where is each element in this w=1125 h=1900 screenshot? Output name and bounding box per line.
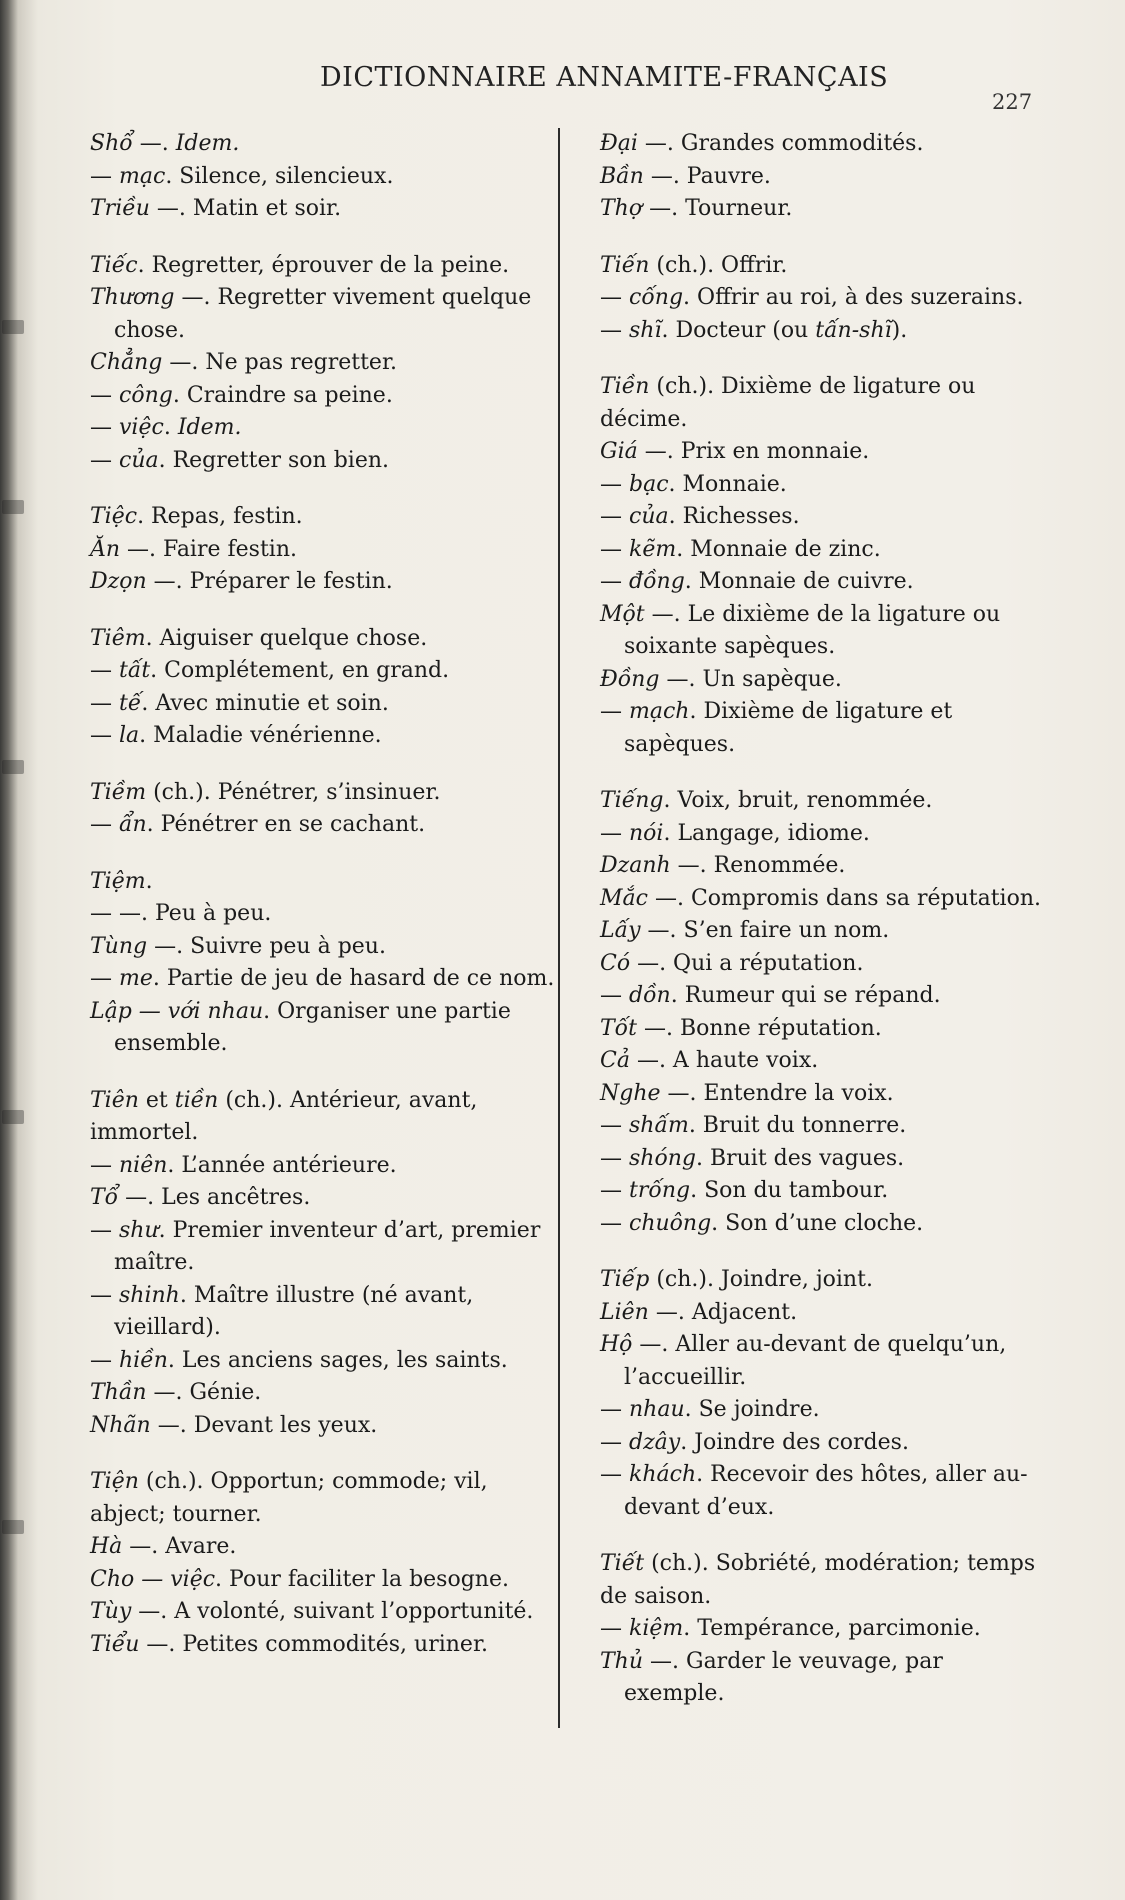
dictionary-entry xyxy=(600,785,1050,1240)
definition-text: —. Suivre peu à peu. xyxy=(147,933,386,959)
vietnamese-term: shấm xyxy=(629,1113,689,1138)
vietnamese-term: chuông xyxy=(629,1210,712,1236)
entry-headword-line xyxy=(600,1548,1050,1613)
vietnamese-term: Tiến xyxy=(600,252,650,278)
definition-text: —. Matin et soir. xyxy=(149,196,342,221)
definition-text: — xyxy=(600,569,629,594)
vietnamese-term: Tổ xyxy=(90,1185,119,1210)
entry-subline xyxy=(600,1175,1050,1208)
vietnamese-term: của xyxy=(629,504,669,529)
entry-subline xyxy=(90,898,560,931)
definition-text: —. Pauvre. xyxy=(643,163,771,189)
definition-text: — xyxy=(90,1282,119,1308)
vietnamese-term: tất xyxy=(119,658,151,683)
definition-text: . Organiser une partie ensemble. xyxy=(114,998,511,1056)
vietnamese-term: Dzọn xyxy=(90,569,147,594)
entry-subline xyxy=(600,980,1050,1013)
entry-subline xyxy=(90,380,560,413)
entry-subline xyxy=(600,128,1050,161)
definition-text: — xyxy=(600,1113,629,1138)
definition-text: —. Garder le veuvage, par exemple. xyxy=(624,1648,943,1706)
vietnamese-term: Tiếc xyxy=(90,252,138,278)
definition-text: — xyxy=(600,1145,629,1171)
entry-subline xyxy=(600,315,1050,348)
vietnamese-term: Có xyxy=(600,950,631,976)
definition-text: —. Tourneur. xyxy=(642,196,793,221)
definition-text: —. Le dixième de la ligature ou soixante sapèques. xyxy=(624,601,1001,659)
definition-text: . Pénétrer en se cachant. xyxy=(146,812,426,837)
vietnamese-term: kẽm xyxy=(629,536,677,562)
entry-subline xyxy=(600,534,1050,567)
vietnamese-term: Tiềm xyxy=(90,779,147,805)
definition-text: . Maître illustre (né avant, vieillard). xyxy=(114,1282,474,1340)
vietnamese-term: mạc xyxy=(119,163,166,189)
entry-subline xyxy=(600,696,1050,761)
vietnamese-term: Tốt xyxy=(600,1015,637,1041)
vietnamese-term: Thợ xyxy=(600,196,643,221)
vietnamese-term: Tùng xyxy=(90,933,148,959)
vietnamese-term: Mắc xyxy=(600,885,648,911)
entry-subline xyxy=(600,1208,1050,1241)
entry-subline xyxy=(600,948,1050,981)
definition-text: . Richesses. xyxy=(668,504,800,529)
vietnamese-term: hiền xyxy=(119,1347,168,1373)
dictionary-entry xyxy=(90,777,560,842)
vietnamese-term: Tiểu xyxy=(90,1631,140,1657)
definition-text: —. Adjacent. xyxy=(648,1299,798,1325)
definition-text: — xyxy=(90,690,119,716)
vietnamese-term: nói xyxy=(629,820,664,846)
definition-text: — xyxy=(600,536,629,562)
definition-text: . Monnaie. xyxy=(668,471,787,497)
definition-text: —. A haute voix. xyxy=(629,1048,819,1073)
vietnamese-term: của xyxy=(119,447,159,473)
definition-text: —. Aller au-devant de quelqu’un, l’accueillir. xyxy=(624,1332,1007,1390)
column-divider xyxy=(558,128,560,1728)
definition-text: —. Les ancêtres. xyxy=(118,1185,311,1210)
definition-text: — xyxy=(600,1397,629,1422)
entry-headword-line xyxy=(90,623,560,656)
definition-text: — —. Peu à peu. xyxy=(90,901,272,926)
definition-text: . Offrir au roi, à des suzerains. xyxy=(683,285,1024,310)
entry-subline xyxy=(90,1596,560,1629)
vietnamese-term: shóng xyxy=(629,1145,696,1171)
entry-headword-line xyxy=(600,1264,1050,1297)
binding-edge-mark xyxy=(2,760,24,774)
entry-subline xyxy=(600,1427,1050,1460)
definition-text: (ch.). Sobriété, modération; temps de saison. xyxy=(600,1551,1036,1609)
page-number: 227 xyxy=(992,90,1033,114)
vietnamese-term: Nhãn xyxy=(90,1412,151,1438)
definition-text: — xyxy=(90,382,119,408)
definition-text: — xyxy=(600,1210,629,1236)
entry-subline xyxy=(90,412,560,445)
definition-text: — xyxy=(600,504,629,529)
definition-text: . Silence, silencieux. xyxy=(165,163,394,189)
definition-text: — xyxy=(90,812,119,837)
definition-text: . Regretter, éprouver de la peine. xyxy=(137,252,510,278)
vietnamese-term: dzây xyxy=(629,1429,681,1455)
vietnamese-term: ẩn xyxy=(119,812,147,837)
definition-text: . Les anciens sages, les saints. xyxy=(167,1347,508,1373)
entry-headword-line xyxy=(90,128,560,161)
definition-text: — xyxy=(90,163,119,189)
definition-text: —. Entendre la voix. xyxy=(660,1080,894,1106)
entry-subline xyxy=(600,469,1050,502)
entry-subline xyxy=(600,1045,1050,1078)
entry-subline xyxy=(90,1410,560,1443)
definition-text: —. xyxy=(132,131,176,156)
vietnamese-term: Tiếng xyxy=(600,788,664,813)
vietnamese-term: Đại xyxy=(600,131,638,156)
definition-text: —. Grandes commodités. xyxy=(637,131,924,156)
definition-text: (ch.). Opportun; commode; vil, abject; tourner. xyxy=(90,1469,488,1527)
vietnamese-term: việc xyxy=(119,415,164,440)
definition-text: . Bruit du tonnerre. xyxy=(688,1113,907,1138)
entry-headword-line xyxy=(600,250,1050,283)
vietnamese-term: tấn-shĩ xyxy=(815,317,892,343)
entry-subline xyxy=(90,931,560,964)
vietnamese-term: Shổ xyxy=(90,131,133,156)
entry-subline xyxy=(90,566,560,599)
definition-text: . xyxy=(163,415,178,440)
definition-text: . xyxy=(145,868,153,894)
vietnamese-term: Triều xyxy=(90,196,150,221)
vietnamese-term: Chẳng xyxy=(90,350,163,375)
entry-subline xyxy=(90,445,560,478)
definition-text: — xyxy=(600,317,629,343)
dictionary-entry xyxy=(600,1264,1050,1524)
vietnamese-term: cống xyxy=(629,285,684,310)
entry-subline xyxy=(90,1150,560,1183)
entry-subline xyxy=(90,161,560,194)
entry-subline xyxy=(600,1078,1050,1111)
vietnamese-term: Tiện xyxy=(90,1469,139,1494)
definition-text: . L’année antérieure. xyxy=(167,1152,397,1178)
vietnamese-term: khách xyxy=(629,1462,697,1487)
binding-edge-mark xyxy=(2,500,24,514)
binding-edge-mark xyxy=(2,1520,24,1534)
vietnamese-term: Hà xyxy=(90,1534,123,1559)
left-column xyxy=(90,128,560,1685)
running-title: DICTIONNAIRE ANNAMITE-FRANÇAIS xyxy=(320,62,889,93)
definition-text: — xyxy=(600,1616,629,1641)
definition-text: —. Regretter vivement quelque chose. xyxy=(114,285,532,343)
definition-text: —. Qui a réputation. xyxy=(630,950,864,976)
entry-headword-line xyxy=(90,501,560,534)
definition-text: —. Petites commodités, uriner. xyxy=(139,1631,489,1657)
entry-subline xyxy=(600,1297,1050,1330)
right-column xyxy=(600,128,1050,1735)
entry-subline xyxy=(90,347,560,380)
vietnamese-term: Tiên xyxy=(90,1087,139,1113)
vietnamese-term: Idem. xyxy=(177,415,242,440)
dictionary-entry xyxy=(600,128,1050,226)
entry-subline xyxy=(600,1110,1050,1143)
vietnamese-term: Tiệm xyxy=(90,868,146,894)
definition-text: . Partie de jeu de hasard de ce nom. xyxy=(152,966,555,991)
definition-text: — xyxy=(600,699,629,724)
vietnamese-term: Lấy xyxy=(600,918,641,943)
definition-text: —. Ne pas regretter. xyxy=(162,350,398,375)
entry-headword-line xyxy=(90,250,560,283)
definition-text: . Aiguiser quelque chose. xyxy=(145,625,428,651)
dictionary-entry xyxy=(600,250,1050,348)
entry-subline xyxy=(90,1629,560,1662)
vietnamese-term: tiền xyxy=(174,1087,219,1113)
definition-text: — xyxy=(600,820,629,846)
dictionary-entry xyxy=(90,128,560,226)
entry-subline xyxy=(600,1646,1050,1711)
entry-subline xyxy=(90,809,560,842)
vietnamese-term: công xyxy=(119,382,173,408)
definition-text: et xyxy=(138,1087,175,1113)
definition-text: — xyxy=(600,471,629,497)
entry-subline xyxy=(600,566,1050,599)
vietnamese-term: Tùy xyxy=(90,1599,132,1624)
vietnamese-term: Ăn xyxy=(90,536,121,562)
dictionary-entry xyxy=(600,1548,1050,1711)
definition-text: — xyxy=(90,658,119,683)
vietnamese-term: Thủ xyxy=(600,1648,644,1674)
entry-subline xyxy=(90,193,560,226)
vietnamese-term: la xyxy=(119,723,140,748)
entry-headword-line xyxy=(90,866,560,899)
vietnamese-term: Nghe xyxy=(600,1080,661,1106)
entry-subline xyxy=(600,436,1050,469)
definition-text: . Maladie vénérienne. xyxy=(139,723,382,748)
entry-subline xyxy=(600,818,1050,851)
vietnamese-term: Bần xyxy=(600,163,644,189)
entry-subline xyxy=(90,1377,560,1410)
definition-text: —. Compromis dans sa réputation. xyxy=(647,885,1041,911)
vietnamese-term: Liên xyxy=(600,1299,649,1325)
entry-subline xyxy=(600,282,1050,315)
vietnamese-term: Tiền xyxy=(600,374,650,399)
entry-subline xyxy=(90,655,560,688)
dictionary-entry xyxy=(90,866,560,1061)
definition-text: . Recevoir des hôtes, aller au-devant d’eux. xyxy=(624,1462,1028,1520)
definition-text: — xyxy=(90,1217,119,1243)
entry-subline xyxy=(90,1564,560,1597)
vietnamese-term: Đồng xyxy=(600,666,660,692)
definition-text: . Complétement, en grand. xyxy=(150,658,450,683)
dictionary-entry xyxy=(90,1466,560,1661)
vietnamese-term: Dzanh xyxy=(600,853,671,878)
vietnamese-term: Cho — việc xyxy=(90,1566,216,1592)
definition-text: —. Un sapèque. xyxy=(659,666,842,692)
entry-subline xyxy=(600,1394,1050,1427)
definition-text: . Langage, idiome. xyxy=(663,820,870,846)
entry-subline xyxy=(600,193,1050,226)
definition-text: — xyxy=(90,1152,119,1178)
definition-text: . Avec minutie et soin. xyxy=(141,690,389,716)
definition-text: . Regretter son bien. xyxy=(158,447,390,473)
entry-subline xyxy=(600,161,1050,194)
vietnamese-term: Giá xyxy=(600,439,638,464)
entry-subline xyxy=(90,1531,560,1564)
definition-text: — xyxy=(90,966,119,991)
vietnamese-term: dồn xyxy=(629,983,671,1008)
definition-text: — xyxy=(90,1347,119,1373)
vietnamese-term: kiệm xyxy=(629,1616,684,1641)
vietnamese-term: Tiêm xyxy=(90,625,146,651)
entry-headword-line xyxy=(600,371,1050,436)
vietnamese-term: Thần xyxy=(90,1380,147,1405)
entry-subline xyxy=(600,915,1050,948)
entry-subline xyxy=(90,1215,560,1280)
definition-text: —. Bonne réputation. xyxy=(636,1015,882,1041)
vietnamese-term: niên xyxy=(119,1152,168,1178)
entry-subline xyxy=(90,720,560,753)
entry-subline xyxy=(90,1182,560,1215)
entry-headword-line xyxy=(90,1085,560,1150)
entry-subline xyxy=(90,534,560,567)
vietnamese-term: Tiết xyxy=(600,1551,645,1576)
definition-text: . Tempérance, parcimonie. xyxy=(683,1616,981,1641)
vietnamese-term: Cả xyxy=(600,1048,630,1073)
definition-text: . Monnaie de cuivre. xyxy=(684,569,914,594)
vietnamese-term: Tiệc xyxy=(90,504,138,529)
binding-edge-mark xyxy=(2,320,24,334)
definition-text: — xyxy=(90,447,119,473)
dictionary-entry xyxy=(90,501,560,599)
vietnamese-term: tế xyxy=(119,690,142,716)
vietnamese-term: me xyxy=(119,966,153,991)
entry-subline xyxy=(600,883,1050,916)
entry-subline xyxy=(600,599,1050,664)
dictionary-entry xyxy=(600,371,1050,761)
vietnamese-term: shinh xyxy=(119,1282,180,1308)
vietnamese-term: shĩ xyxy=(629,317,662,343)
vietnamese-term: trống xyxy=(629,1178,691,1203)
vietnamese-term: Tiếp xyxy=(600,1267,650,1292)
definition-text: —. Prix en monnaie. xyxy=(637,439,870,464)
definition-text: —. Préparer le festin. xyxy=(146,569,393,594)
entry-subline xyxy=(90,996,560,1061)
definition-text: (ch.). Offrir. xyxy=(649,252,788,278)
definition-text: . Joindre des cordes. xyxy=(680,1429,909,1455)
entry-headword-line xyxy=(600,785,1050,818)
definition-text: — xyxy=(90,723,119,748)
definition-text: —. Devant les yeux. xyxy=(150,1412,378,1438)
entry-subline xyxy=(600,664,1050,697)
definition-text: — xyxy=(600,1462,629,1487)
definition-text: —. Faire festin. xyxy=(120,536,297,562)
definition-text: . Docteur (ou xyxy=(661,317,816,343)
entry-subline xyxy=(90,963,560,996)
definition-text: ). xyxy=(891,317,908,343)
binding-edge-mark xyxy=(2,1110,24,1124)
vietnamese-term: bạc xyxy=(629,471,669,497)
entry-subline xyxy=(600,501,1050,534)
entry-subline xyxy=(90,1345,560,1378)
definition-text: . Son d’une cloche. xyxy=(711,1210,924,1236)
entry-headword-line xyxy=(90,777,560,810)
vietnamese-term: Lập — với nhau xyxy=(90,998,264,1024)
entry-subline xyxy=(90,282,560,347)
entry-subline xyxy=(600,1459,1050,1524)
vietnamese-term: Idem. xyxy=(175,131,240,156)
definition-text: (ch.). Dixième de ligature ou décime. xyxy=(600,374,976,432)
definition-text: . Dixième de ligature et sapèques. xyxy=(624,699,953,757)
entry-subline xyxy=(600,1329,1050,1394)
dictionary-entry xyxy=(90,1085,560,1443)
definition-text: . Monnaie de zinc. xyxy=(676,536,881,562)
definition-text: —. A volonté, suivant l’opportunité. xyxy=(131,1599,534,1624)
dictionary-entry xyxy=(90,623,560,753)
definition-text: — xyxy=(600,1429,629,1455)
entry-headword-line xyxy=(90,1466,560,1531)
definition-text: . Rumeur qui se répand. xyxy=(670,983,941,1008)
entry-subline xyxy=(600,850,1050,883)
definition-text: . Repas, festin. xyxy=(137,504,303,529)
vietnamese-term: nhau xyxy=(629,1397,685,1422)
definition-text: —. Renommée. xyxy=(670,853,846,878)
entry-subline xyxy=(600,1143,1050,1176)
definition-text: (ch.). Antérieur, avant, immortel. xyxy=(90,1087,478,1145)
entry-subline xyxy=(600,1013,1050,1046)
definition-text: . Se joindre. xyxy=(684,1397,820,1422)
definition-text: —. Génie. xyxy=(146,1380,262,1405)
definition-text: (ch.). Joindre, joint. xyxy=(649,1267,873,1292)
definition-text: . Son du tambour. xyxy=(690,1178,889,1203)
vietnamese-term: Thương xyxy=(90,285,175,310)
definition-text: — xyxy=(600,1178,629,1203)
definition-text: —. S’en faire un nom. xyxy=(640,918,890,943)
definition-text: . Pour faciliter la besogne. xyxy=(215,1566,509,1592)
entry-subline xyxy=(90,1280,560,1345)
vietnamese-term: đồng xyxy=(629,569,685,594)
entry-subline xyxy=(90,688,560,721)
entry-subline xyxy=(600,1613,1050,1646)
definition-text: —. Avare. xyxy=(122,1534,237,1559)
dictionary-entry xyxy=(90,250,560,478)
vietnamese-term: mạch xyxy=(629,699,690,724)
definition-text: — xyxy=(600,983,629,1008)
definition-text: . Bruit des vagues. xyxy=(695,1145,905,1171)
definition-text: — xyxy=(90,415,119,440)
definition-text: (ch.). Pénétrer, s’insinuer. xyxy=(146,779,441,805)
vietnamese-term: shư xyxy=(119,1217,159,1243)
definition-text: . Premier inventeur d’art, premier maître. xyxy=(114,1217,541,1275)
vietnamese-term: Hộ xyxy=(600,1332,633,1357)
definition-text: — xyxy=(600,285,629,310)
definition-text: . Craindre sa peine. xyxy=(172,382,393,408)
definition-text: . Voix, bruit, renommée. xyxy=(663,788,933,813)
vietnamese-term: Một xyxy=(600,601,645,627)
